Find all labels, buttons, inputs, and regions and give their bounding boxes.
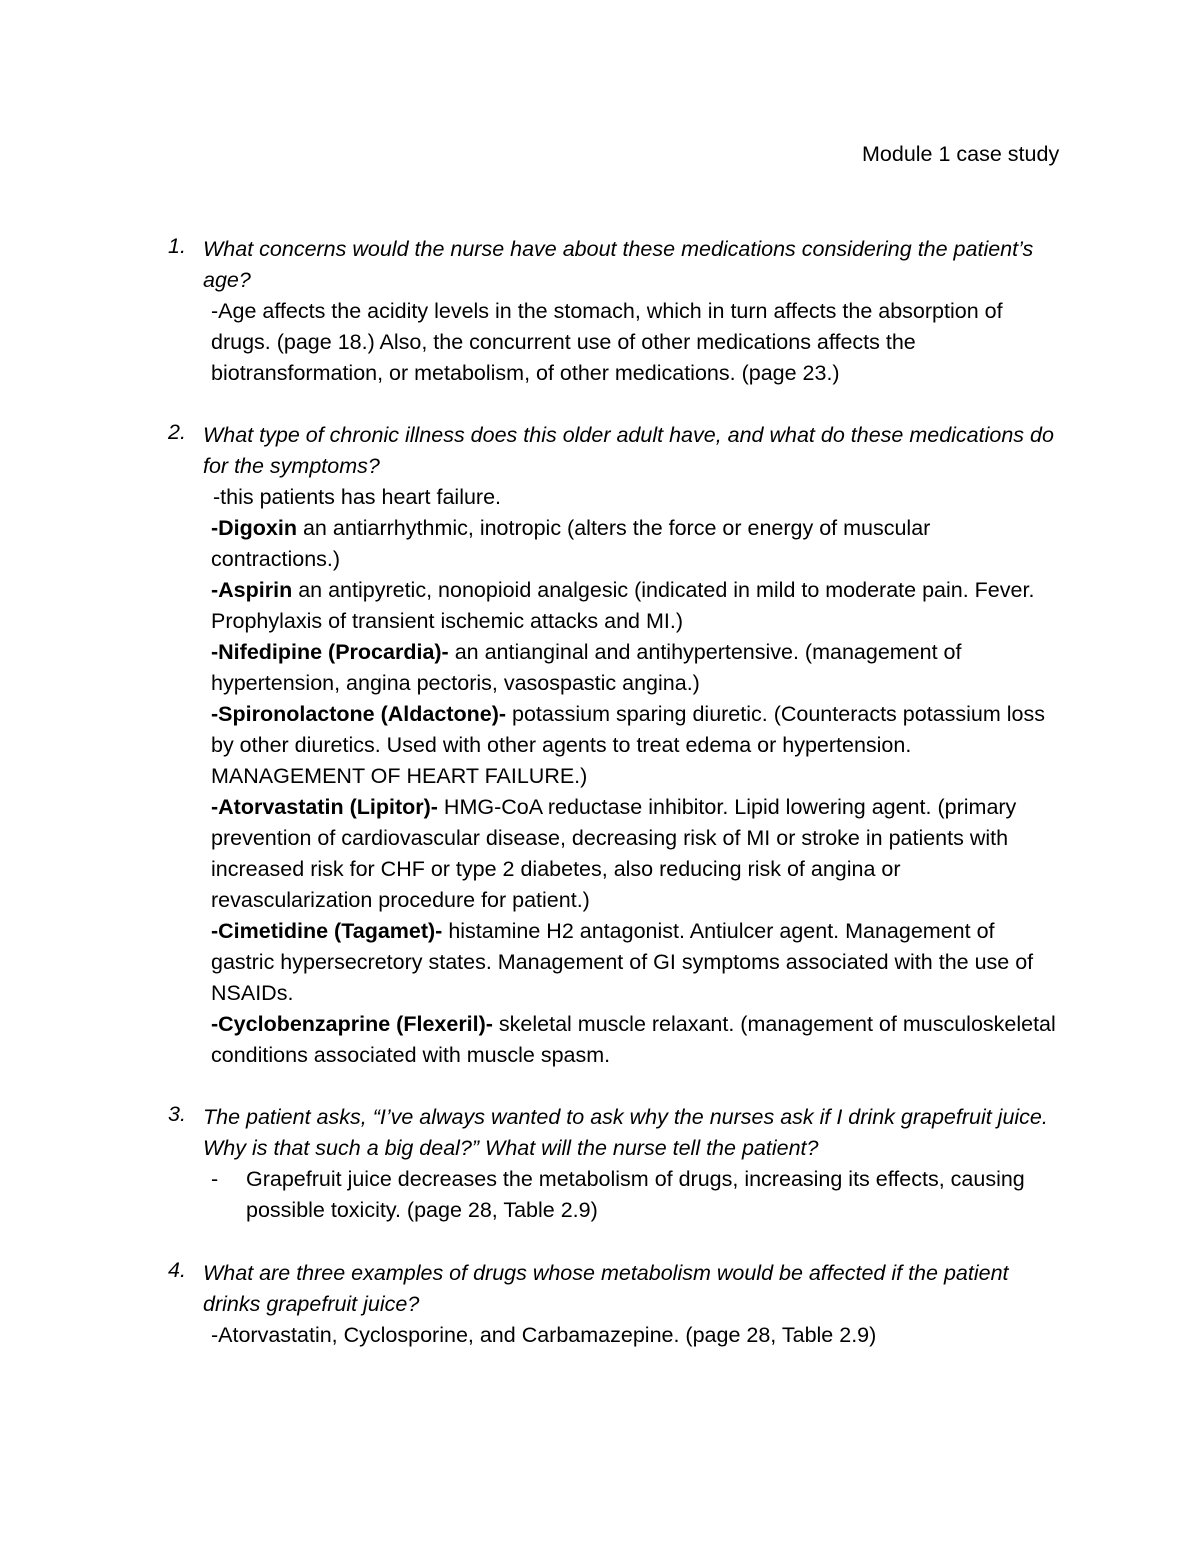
drug-description: HMG-CoA reductase inhibitor. Lipid lowering agent. (primary prevention of cardiovascular disease, decreasing risk of MI or stroke in patients with increased risk for CHF or type 2 diabetes, also reducing risk of angina or revascularization procedure for patient.): [211, 795, 1017, 912]
answer-text: [211, 296, 1031, 389]
drug-name: -Cyclobenzaprine (Flexeril)-: [211, 1012, 493, 1036]
question-number: 4.: [168, 1258, 186, 1282]
question-3: [168, 1102, 1068, 1226]
drug-cimetidine: [211, 916, 1061, 1009]
bullet-dash: -: [211, 1167, 219, 1191]
question-4: [168, 1258, 1068, 1351]
answer-paragraph: -Atorvastatin, Cyclosporine, and Carbamazepine. (page 28, Table 2.9): [211, 1323, 877, 1347]
drug-name: -Aspirin: [211, 578, 293, 602]
drug-name: -Spironolactone (Aldactone)-: [211, 702, 507, 726]
drug-atorvastatin: [211, 792, 1061, 916]
drug-description: histamine H2 antagonist. Antiulcer agent. Management of gastric hypersecretory states. Management of GI symptoms associated with the use of NSAIDs.: [211, 919, 1034, 1005]
drug-name: -Cimetidine (Tagamet)-: [211, 919, 443, 943]
question-number: 1.: [168, 234, 186, 258]
drug-digoxin: [211, 513, 1061, 575]
question-2: [168, 420, 1068, 1071]
answer-paragraph: -Age affects the acidity levels in the stomach, which in turn affects the absorption of drugs. (page 18.) Also, the concurrent use of other medications affects the biotransformation, or metabolism, of other medications. (page 23.): [211, 299, 1003, 385]
question-text: What are three examples of drugs whose metabolism would be affected if the patient drinks grapefruit juice?: [203, 1261, 1009, 1316]
drug-name: -Nifedipine (Procardia)-: [211, 640, 449, 664]
drug-aspirin: [211, 575, 1061, 637]
answer-paragraph: Grapefruit juice decreases the metabolism of drugs, increasing its effects, causing possible toxicity. (page 28, Table 2.9): [246, 1167, 1025, 1222]
drug-spironolactone: [211, 699, 1061, 792]
answer-intro: -this patients has heart failure.: [213, 485, 502, 509]
drug-description: an antiarrhythmic, inotropic (alters the force or energy of muscular contractions.): [211, 516, 931, 571]
drug-name: -Atorvastatin (Lipitor)-: [211, 795, 438, 819]
question-text: What concerns would the nurse have about these medications considering the patient’s age?: [203, 237, 1034, 292]
answer-text: [211, 1164, 1031, 1226]
answer-text: [211, 1320, 1031, 1351]
question-text: What type of chronic illness does this older adult have, and what do these medications do for the symptoms?: [203, 423, 1054, 478]
question-number: 2.: [168, 420, 186, 444]
drug-cyclobenzaprine: [211, 1009, 1061, 1071]
answer-bullet-item: [211, 1164, 1031, 1226]
drug-description: skeletal muscle relaxant. (management of musculoskeletal conditions associated with muscle spasm.: [211, 1012, 1056, 1067]
answer-text: [211, 482, 1061, 1071]
drug-description: an antipyretic, nonopioid analgesic (indicated in mild to moderate pain. Fever. Prophylaxis of transient ischemic attacks and MI.): [211, 578, 1035, 633]
document-title: Module 1 case study: [862, 142, 1060, 166]
drug-nifedipine: [211, 637, 1061, 699]
drug-description: an antianginal and antihypertensive. (management of hypertension, angina pectoris, vasospastic angina.): [211, 640, 962, 695]
question-1: [168, 234, 1068, 389]
question-text: The patient asks, “I’ve always wanted to ask why the nurses ask if I drink grapefruit juice. Why is that such a big deal?” What will the nurse tell the patient?: [203, 1105, 1048, 1160]
drug-name: -Digoxin: [211, 516, 297, 540]
question-number: 3.: [168, 1102, 186, 1126]
drug-description: potassium sparing diuretic. (Counteracts potassium loss by other diuretics. Used with other agents to treat edema or hypertension. MANAGEMENT OF HEART FAILURE.): [211, 702, 1045, 788]
